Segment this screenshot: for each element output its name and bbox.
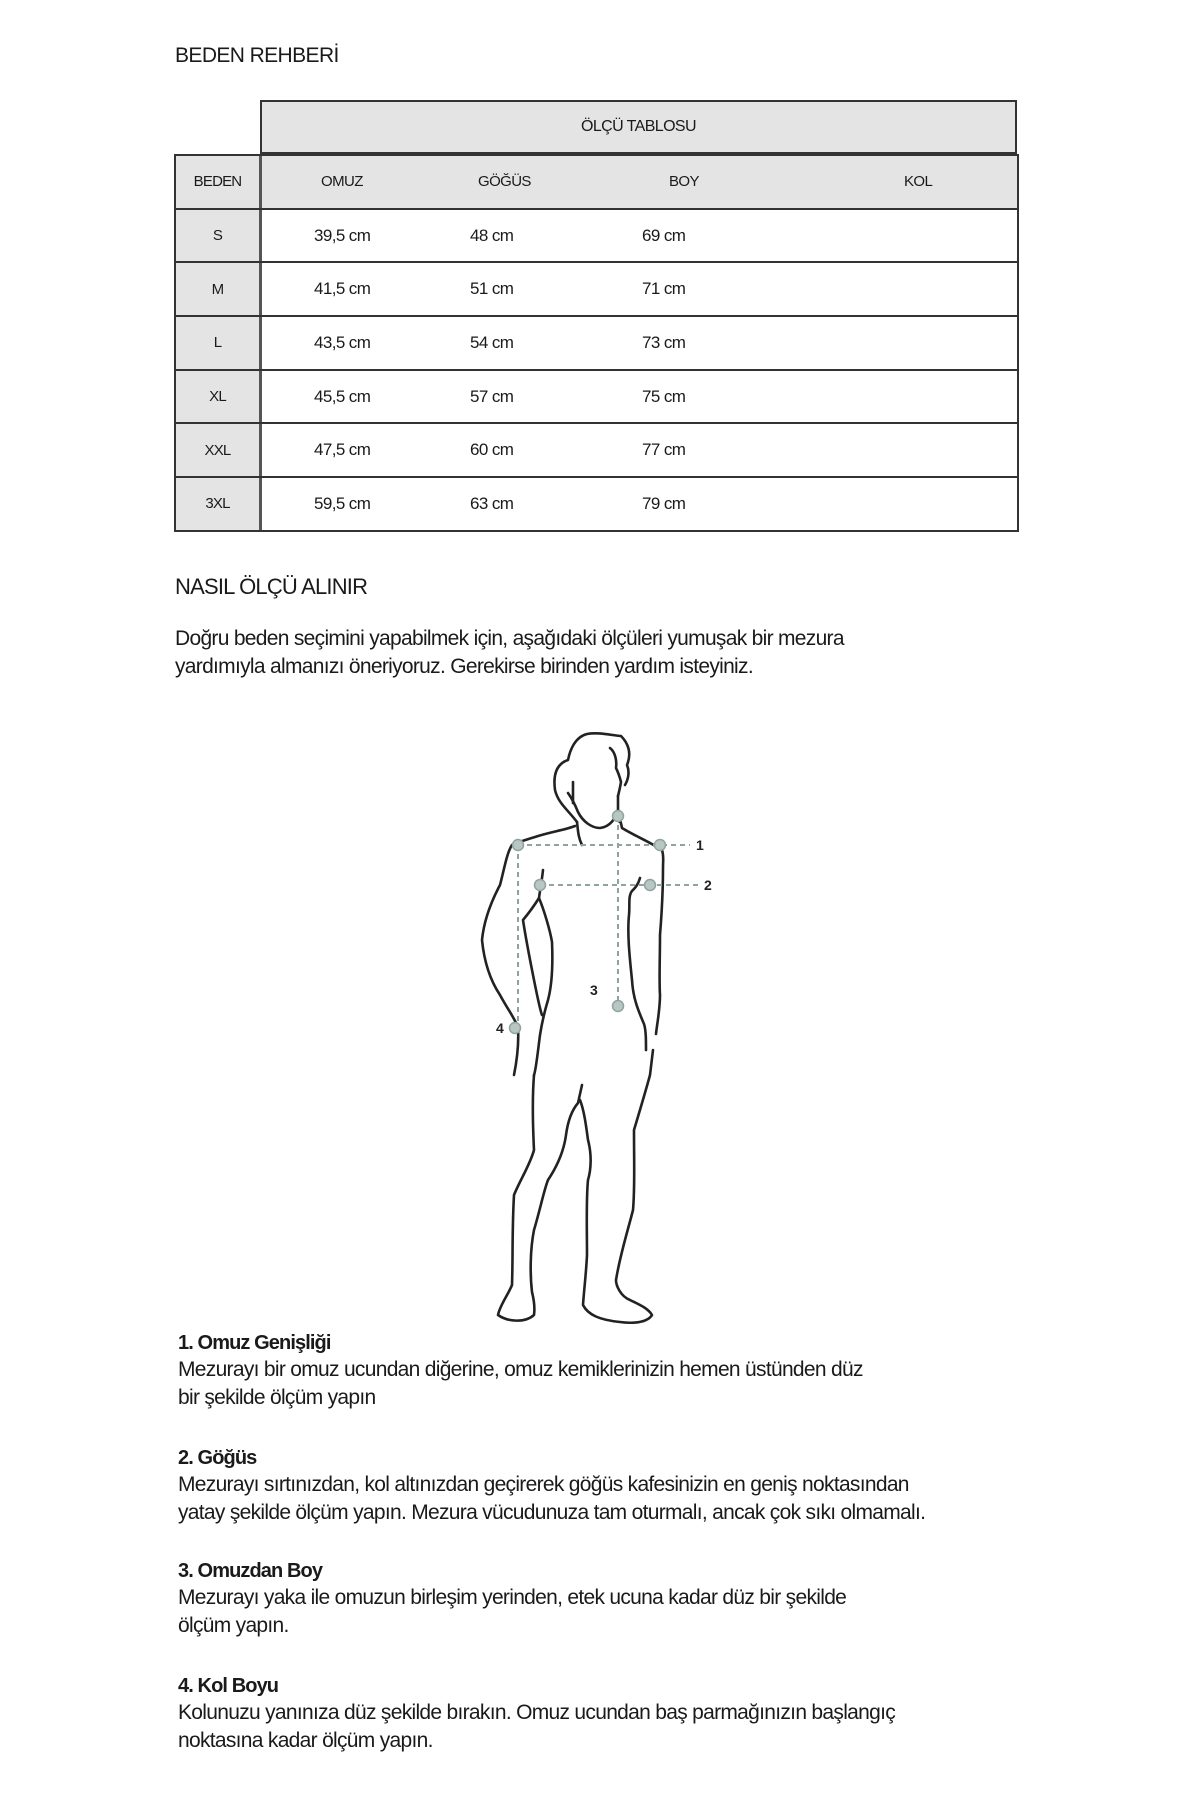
measurement-points <box>510 811 666 1034</box>
step-length-from-shoulder <box>178 1558 1058 1640</box>
header-kol: KOL <box>904 173 933 191</box>
intro-line-2: yardımıyla almanızı öneriyoruz. Gerekirse birinden yardım isteyiniz. <box>175 655 753 678</box>
header-boy: BOY <box>669 173 699 191</box>
point-thumb <box>510 1023 521 1034</box>
cell-kol <box>832 263 1017 315</box>
label-1: 1 <box>696 837 704 853</box>
step-desc-line: noktasına kadar ölçüm yapın. <box>178 1729 433 1752</box>
cell-gogus: 48 cm <box>470 225 514 245</box>
header-beden: BEDEN <box>176 156 262 208</box>
cell-size: L <box>176 317 262 369</box>
cell-omuz: 43,5 cm <box>314 332 371 352</box>
cell-gogus: 63 cm <box>470 493 514 513</box>
cell-kol <box>832 424 1017 476</box>
point-left-shoulder <box>513 840 524 851</box>
table-caption: ÖLÇÜ TABLOSU <box>260 100 1017 154</box>
cell-boy: 73 cm <box>642 332 686 352</box>
step-chest <box>178 1445 1058 1527</box>
male-silhouette-icon <box>470 710 750 1330</box>
step-title: 4. Kol Boyu <box>178 1675 279 1697</box>
cell-boy: 77 cm <box>642 440 686 460</box>
cell-kol <box>832 478 1017 530</box>
cell-size: 3XL <box>176 478 262 530</box>
step-desc-line: Mezurayı sırtınızdan, kol altınızdan geçirerek göğüs kafesinizin en geniş noktasından <box>178 1473 909 1496</box>
label-2: 2 <box>704 877 712 893</box>
cell-boy: 71 cm <box>642 279 686 299</box>
cell-omuz: 45,5 cm <box>314 386 371 406</box>
cell-omuz: 39,5 cm <box>314 225 371 245</box>
cell-omuz: 41,5 cm <box>314 279 371 299</box>
step-desc-line: Kolunuzu yanınıza düz şekilde bırakın. Omuz ucundan baş parmağınızın başlangıç <box>178 1701 896 1724</box>
step-shoulder-width <box>178 1330 1058 1412</box>
step-title: 3. Omuzdan Boy <box>178 1560 323 1582</box>
section-title-how-to-measure: NASIL ÖLÇÜ ALINIR <box>175 574 368 599</box>
cell-size: XXL <box>176 424 262 476</box>
table-grid <box>174 154 1019 532</box>
cell-size: S <box>176 210 262 262</box>
cell-gogus: 54 cm <box>470 332 514 352</box>
step-title: 2. Göğüs <box>178 1447 257 1469</box>
label-4: 4 <box>496 1020 504 1036</box>
table-row <box>176 315 1017 369</box>
cell-gogus: 51 cm <box>470 279 514 299</box>
step-desc-line: Mezurayı bir omuz ucundan diğerine, omuz kemiklerinizin hemen üstünden düz <box>178 1358 863 1381</box>
cell-gogus: 57 cm <box>470 386 514 406</box>
body-measurement-figure <box>470 710 750 1330</box>
measurement-labels <box>496 837 712 1036</box>
cell-boy: 75 cm <box>642 386 686 406</box>
point-left-chest <box>535 880 546 891</box>
cell-kol <box>832 371 1017 423</box>
table-row <box>176 208 1017 262</box>
cell-omuz: 59,5 cm <box>314 493 371 513</box>
header-omuz: OMUZ <box>321 173 363 191</box>
header-gogus: GÖĞÜS <box>478 173 531 191</box>
table-row <box>176 261 1017 315</box>
label-3: 3 <box>590 982 598 998</box>
point-right-chest <box>645 880 656 891</box>
table-row <box>176 422 1017 476</box>
step-title: 1. Omuz Genişliği <box>178 1332 331 1354</box>
cell-boy: 79 cm <box>642 493 686 513</box>
cell-size: XL <box>176 371 262 423</box>
step-desc-line: bir şekilde ölçüm yapın <box>178 1386 376 1409</box>
step-sleeve-length <box>178 1673 1058 1755</box>
cell-omuz: 47,5 cm <box>314 440 371 460</box>
point-right-shoulder <box>655 840 666 851</box>
intro-paragraph <box>175 625 1015 681</box>
page-title: BEDEN REHBERİ <box>175 44 339 67</box>
point-neck <box>613 811 624 822</box>
cell-kol <box>832 210 1017 262</box>
table-row <box>176 369 1017 423</box>
step-desc-line: yatay şekilde ölçüm yapın. Mezura vücudunuza tam oturmalı, ancak çok sıkı olmamalı. <box>178 1501 926 1524</box>
point-hem <box>613 1001 624 1012</box>
cell-boy: 69 cm <box>642 225 686 245</box>
cell-size: M <box>176 263 262 315</box>
measurement-guides <box>518 816 698 1022</box>
cell-kol <box>832 317 1017 369</box>
cell-gogus: 60 cm <box>470 440 514 460</box>
table-header-row <box>176 154 1017 208</box>
step-desc-line: ölçüm yapın. <box>178 1614 289 1637</box>
step-desc-line: Mezurayı yaka ile omuzun birleşim yerinden, etek ucuna kadar düz bir şekilde <box>178 1586 847 1609</box>
intro-line-1: Doğru beden seçimini yapabilmek için, aşağıdaki ölçüleri yumuşak bir mezura <box>175 627 844 650</box>
table-row <box>176 476 1017 530</box>
